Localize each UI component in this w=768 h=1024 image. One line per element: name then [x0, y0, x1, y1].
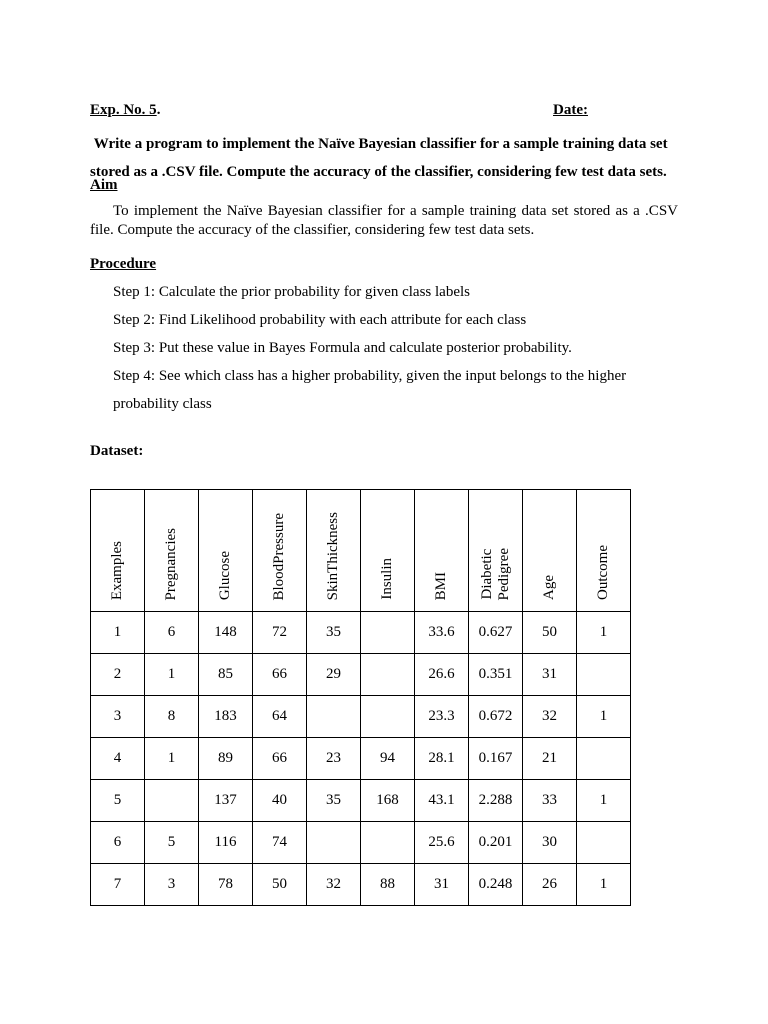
table-cell: 25.6: [415, 822, 469, 864]
table-cell: 35: [307, 612, 361, 654]
table-cell: 1: [577, 864, 631, 906]
table-cell: [307, 822, 361, 864]
aim-heading: Aim: [90, 177, 118, 193]
table-cell: 26: [523, 864, 577, 906]
table-cell: 66: [253, 654, 307, 696]
table-cell: 0.351: [469, 654, 523, 696]
table-cell: 78: [199, 864, 253, 906]
table-cell: 89: [199, 738, 253, 780]
column-header: Examples: [91, 490, 145, 612]
table-row: [91, 780, 631, 822]
dataset-heading: Dataset:: [90, 443, 144, 459]
table-cell: 23.3: [415, 696, 469, 738]
table-cell: [361, 696, 415, 738]
table-cell: 66: [253, 738, 307, 780]
procedure-step-4: Step 4: See which class has a higher probability, given the input belongs to the higher: [113, 368, 627, 384]
table-cell: 168: [361, 780, 415, 822]
table-cell: 6: [91, 822, 145, 864]
table-cell: 0.167: [469, 738, 523, 780]
experiment-title: Write a program to implement the Naïve Bayesian classifier for a sample training data set stored as a .CSV file. Compute the accuracy of the classifier, considering few test data sets.: [90, 136, 668, 180]
column-header: Pregnancies: [145, 490, 199, 612]
experiment-number: Exp. No. 5.: [90, 102, 161, 118]
dataset-table: [90, 489, 631, 906]
table-cell: 31: [415, 864, 469, 906]
table-cell: [361, 612, 415, 654]
table-cell: 94: [361, 738, 415, 780]
table-cell: 23: [307, 738, 361, 780]
table-cell: 88: [361, 864, 415, 906]
table-cell: 2: [91, 654, 145, 696]
table-cell: 85: [199, 654, 253, 696]
table-cell: 183: [199, 696, 253, 738]
table-cell: [577, 654, 631, 696]
table-cell: 0.201: [469, 822, 523, 864]
table-cell: 8: [145, 696, 199, 738]
table-cell: 7: [91, 864, 145, 906]
table-cell: 2.288: [469, 780, 523, 822]
table-cell: 137: [199, 780, 253, 822]
table-cell: 64: [253, 696, 307, 738]
column-header: Age: [523, 490, 577, 612]
column-header: SkinThickness: [307, 490, 361, 612]
procedure-step-1: Step 1: Calculate the prior probability for given class labels: [113, 284, 470, 300]
table-header-row: [91, 490, 631, 612]
table-cell: 50: [523, 612, 577, 654]
table-cell: 0.248: [469, 864, 523, 906]
table-cell: 1: [577, 780, 631, 822]
table-row: [91, 822, 631, 864]
table-cell: 116: [199, 822, 253, 864]
table-cell: 0.672: [469, 696, 523, 738]
table-cell: [145, 780, 199, 822]
table-cell: 1: [577, 696, 631, 738]
table-cell: [307, 696, 361, 738]
table-cell: 26.6: [415, 654, 469, 696]
table-row: [91, 696, 631, 738]
table-row: [91, 738, 631, 780]
table-row: [91, 612, 631, 654]
table-cell: 21: [523, 738, 577, 780]
table-cell: 1: [145, 654, 199, 696]
table-cell: [577, 738, 631, 780]
table-cell: [577, 822, 631, 864]
table-cell: 32: [307, 864, 361, 906]
table-cell: 1: [91, 612, 145, 654]
column-header: Insulin: [361, 490, 415, 612]
procedure-step-2: Step 2: Find Likelihood probability with each attribute for each class: [113, 312, 527, 328]
table-row: [91, 864, 631, 906]
table-cell: 30: [523, 822, 577, 864]
table-cell: 28.1: [415, 738, 469, 780]
table-cell: 72: [253, 612, 307, 654]
aim-text: To implement the Naïve Bayesian classifier for a sample training data set stored as a .CSV file. Compute the accuracy of the classifier, considering few test data sets.: [90, 203, 678, 238]
table-cell: 35: [307, 780, 361, 822]
column-header: BMI: [415, 490, 469, 612]
table-cell: 50: [253, 864, 307, 906]
column-header: Glucose: [199, 490, 253, 612]
table-cell: 1: [145, 738, 199, 780]
column-header: Outcome: [577, 490, 631, 612]
procedure-step-3: Step 3: Put these value in Bayes Formula and calculate posterior probability.: [113, 340, 572, 356]
table-cell: 6: [145, 612, 199, 654]
table-row: [91, 654, 631, 696]
procedure-step-4-continued: probability class: [113, 396, 212, 412]
table-cell: 33.6: [415, 612, 469, 654]
column-header: Diabetic Pedigree: [469, 490, 523, 612]
table-cell: 43.1: [415, 780, 469, 822]
table-cell: 29: [307, 654, 361, 696]
table-cell: 40: [253, 780, 307, 822]
table-cell: 4: [91, 738, 145, 780]
table-cell: 148: [199, 612, 253, 654]
table-cell: 32: [523, 696, 577, 738]
table-cell: 1: [577, 612, 631, 654]
table-cell: 31: [523, 654, 577, 696]
table-cell: 74: [253, 822, 307, 864]
table-cell: [361, 822, 415, 864]
table-cell: 3: [91, 696, 145, 738]
date-label: Date:: [553, 102, 588, 118]
table-cell: 5: [145, 822, 199, 864]
table-cell: 33: [523, 780, 577, 822]
table-cell: 5: [91, 780, 145, 822]
column-header: BloodPressure: [253, 490, 307, 612]
table-cell: 0.627: [469, 612, 523, 654]
table-cell: [361, 654, 415, 696]
procedure-heading: Procedure: [90, 256, 157, 272]
table-cell: 3: [145, 864, 199, 906]
